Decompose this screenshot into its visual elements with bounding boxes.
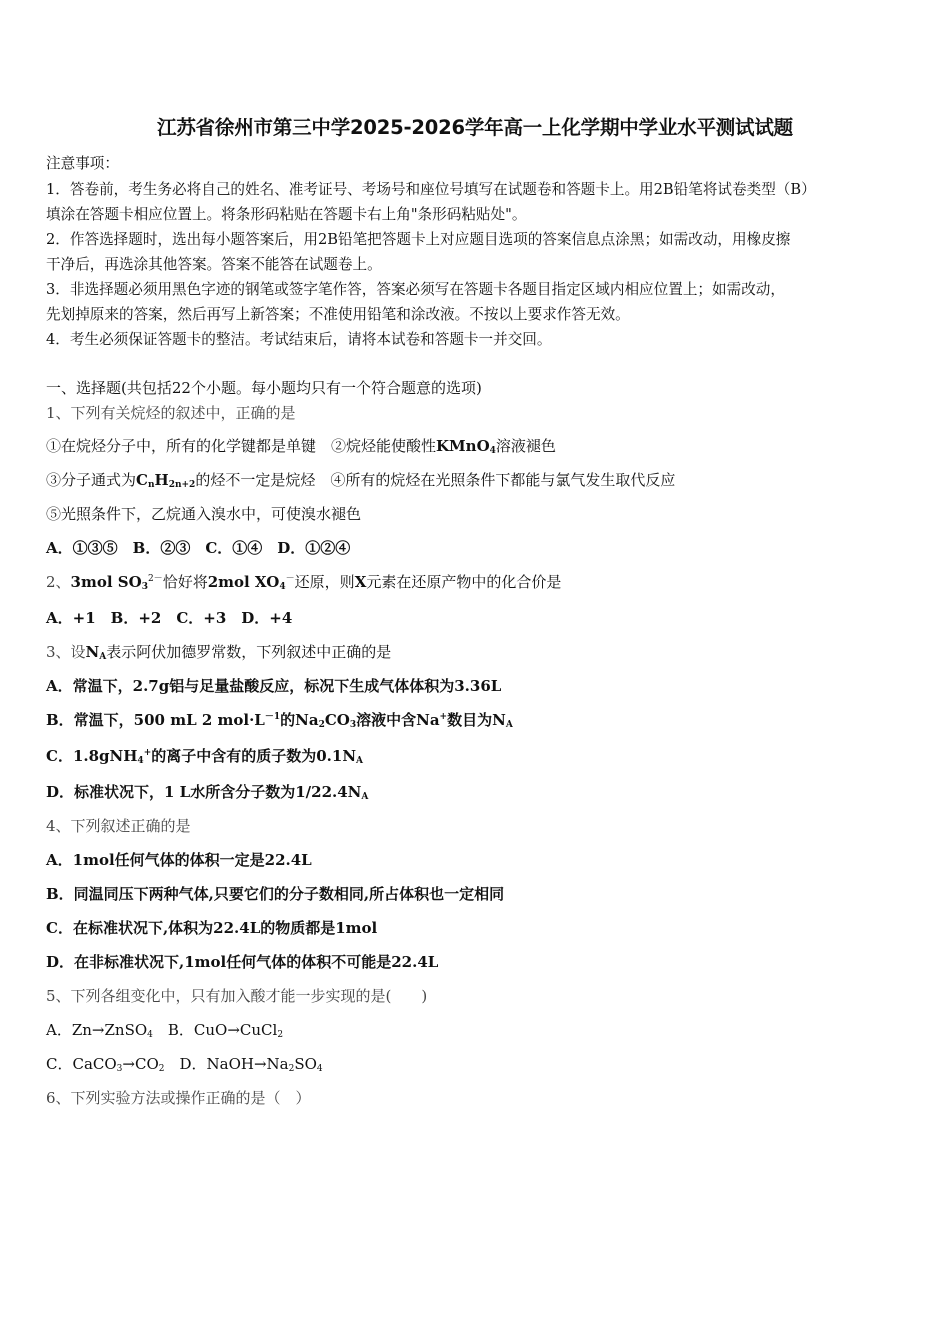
exam-title: 江苏省徐州市第三中学2025-2026学年高一上化学期中学业水平测试试题 [157, 116, 793, 139]
question-6-stem: 6、下列实验方法或操作正确的是（ ） [46, 1089, 311, 1107]
question-3-option-a: A．常温下，2.7g铝与足量盐酸反应，标况下生成气体体积为3.36L [46, 677, 502, 695]
question-4-option-b: B．同温同压下两种气体,只要它们的分子数相同,所占体积也一定相同 [46, 885, 505, 903]
notes-line: 1．答卷前，考生务必将自己的姓名、准考证号、考场号和座位号填写在试题卷和答题卡上。用2B铅笔将试卷类型（B） [46, 181, 816, 198]
question-2-options: A．+1 B．+2 C．+3 D．+4 [46, 609, 293, 627]
notes-line: 干净后，再选涂其他答案。答案不能答在试题卷上。 [46, 256, 382, 273]
section-heading: 一、选择题(共包括22个小题。每小题均只有一个符合题意的选项) [46, 379, 482, 397]
question-4-option-d: D．在非标准状况下,1mol任何气体的体积不可能是22.4L [46, 953, 439, 971]
question-4-option-c: C．在标准状况下,体积为22.4L的物质都是1mol [46, 919, 378, 937]
notes-line: 填涂在答题卡相应位置上。将条形码粘贴在答题卡右上角"条形码粘贴处"。 [46, 206, 527, 223]
question-1-statement: ⑤光照条件下，乙烷通入溴水中，可使溴水褪色 [46, 505, 362, 523]
notes-line: 先划掉原来的答案，然后再写上新答案；不准使用铅笔和涂改液。不按以上要求作答无效。 [46, 306, 630, 323]
notes-heading: 注意事项： [46, 155, 119, 172]
notes-line: 3．非选择题必须用黑色字迹的钢笔或签字笔作答，答案必须写在答题卡各题目指定区域内相应位置上；如需改动， [46, 281, 785, 298]
question-1-statement: ①在烷烃分子中，所有的化学键都是单键 ②烷烃能使酸性KMnO$_4$溶液褪色 [46, 437, 556, 456]
question-4-option-a: A．1mol任何气体的体积一定是22.4L [46, 851, 312, 869]
question-1-options: A．①③⑤ B．②③ C．①④ D．①②④ [46, 539, 351, 557]
question-3-option-d: D．标准状况下，1 L水所含分子数为$1/22.4N_A$ [46, 783, 369, 802]
question-3-option-c: C．1.8gNH$_4$+的离子中含有的质子数为$0.1N_A$ [46, 747, 364, 766]
notes-line: 4．考生必须保证答题卡的整洁。考试结束后，请将本试卷和答题卡一并交回。 [46, 331, 552, 348]
question-5-stem: 5、下列各组变化中，只有加入酸才能一步实现的是( ) [46, 987, 428, 1005]
question-3-stem: 3、设$N_A$表示阿伏加德罗常数，下列叙述中正确的是 [46, 643, 392, 662]
question-1-stem: 1、下列有关烷烃的叙述中，正确的是 [46, 404, 296, 422]
question-3-option-b: B．常温下，500 mL 2 $mol\cdot L^{-1}$的$Na_2CO_3$溶液中含Na+数目为$N_A$ [46, 711, 513, 730]
question-1-statement: ③分子通式为$C_nH_{2n+2}$的烃不一定是烷烃 ④所有的烷烃在光照条件下都能与氯气发生取代反应 [46, 471, 676, 490]
question-5-options-cd: C．$CaCO_3\to CO_2$ D．$NaOH\to Na_2SO_4$ [46, 1055, 323, 1074]
notes-line: 2．作答选择题时，选出每小题答案后，用2B铅笔把答题卡上对应题目选项的答案信息点涂黑；如需改动，用橡皮擦 [46, 231, 791, 248]
question-2-stem: 2、3mol $SO_3^{2-}$恰好将2mol $XO_4^-$还原，则X元素在还原产物中的化合价是 [46, 573, 562, 592]
question-4-stem: 4、下列叙述正确的是 [46, 817, 191, 835]
question-5-options-ab: A．Zn→ZnSO$_4$ B．CuO→CuCl$_2$ [46, 1021, 284, 1040]
